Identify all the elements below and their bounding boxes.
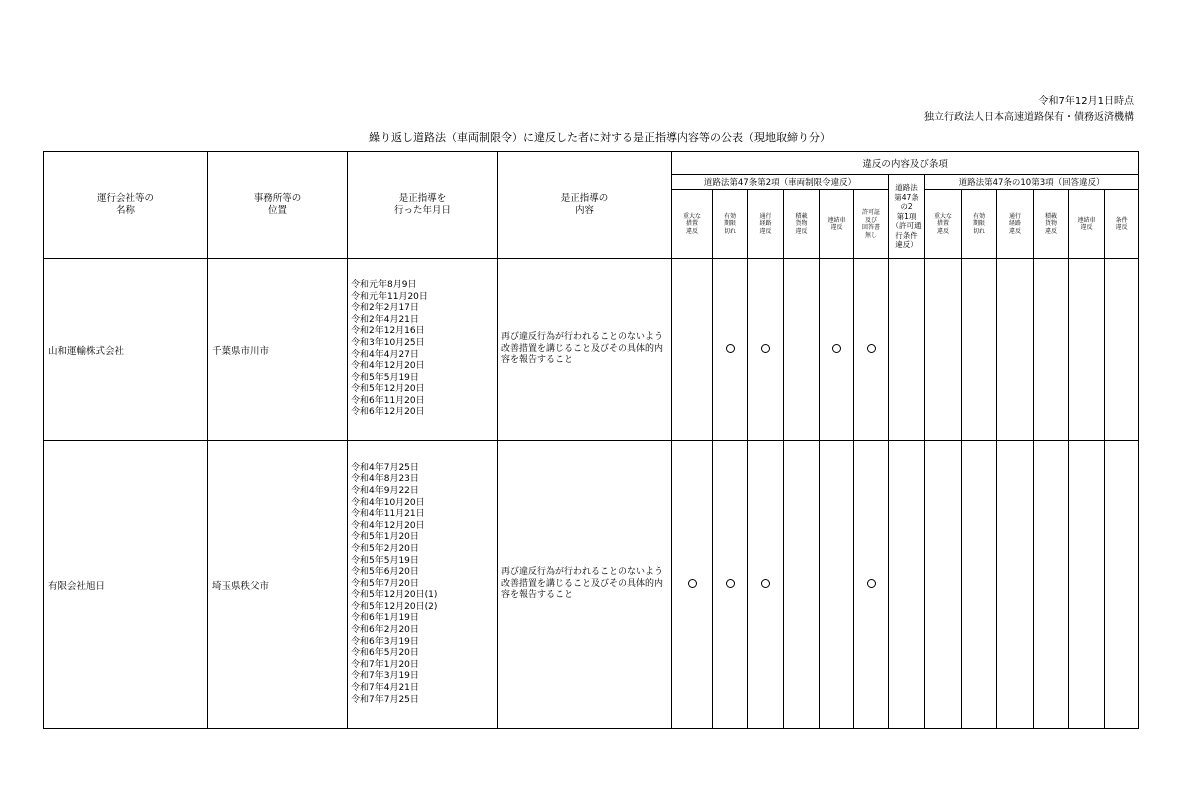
guidance-date: 令和7年4月21日 [351, 683, 419, 694]
guidance-date: 令和4年9月22日 [351, 485, 419, 496]
violation-mark [1034, 259, 1069, 441]
operator-name: 山和運輸株式会社 [44, 259, 208, 441]
guidance-date: 令和4年11月21日 [351, 509, 425, 520]
guidance-date: 令和4年12月20日 [351, 361, 425, 372]
circle-mark-icon [867, 579, 876, 588]
subheader-47-10-3: 通行 経路 違反 [997, 190, 1034, 259]
violation-mark [1105, 441, 1139, 729]
guidance-content: 再び違反行為が行われることのないよう改善措置を講じること及びその具体的内容を報告すること [498, 259, 672, 441]
subheader-47-10-3: 連結車 違反 [1069, 190, 1105, 259]
date-as-of: 令和7年12月1日時点 [1038, 96, 1134, 107]
violation-mark [820, 441, 854, 729]
violation-mark [713, 441, 748, 729]
col-header-operator-name: 運行会社等の 名称 [44, 152, 208, 259]
violation-mark [854, 259, 889, 441]
guidance-date: 令和5年7月20日 [351, 578, 419, 589]
guidance-date: 令和元年11月20日 [351, 291, 428, 302]
violation-mark [854, 441, 889, 729]
guidance-date: 令和6年11月20日 [351, 395, 425, 406]
subheader-47-2: 許可証 及び 回答書 無し [854, 190, 889, 259]
violation-mark [820, 259, 854, 441]
col-header-guidance-content: 是正指導の 内容 [498, 152, 672, 259]
guidance-date: 令和5年1月20日 [351, 532, 419, 543]
guidance-date: 令和2年12月16日 [351, 326, 425, 337]
table-row [44, 259, 1139, 441]
circle-mark-icon [688, 579, 697, 588]
violation-mark [997, 441, 1034, 729]
subheader-47-10-3: 条件 違反 [1105, 190, 1139, 259]
guidance-date: 令和6年5月20日 [351, 648, 419, 659]
guidance-date: 令和6年12月20日 [351, 407, 425, 418]
violation-table [43, 151, 1139, 729]
office-location: 埼玉県秩父市 [208, 441, 348, 729]
operator-name: 有限会社旭日 [44, 441, 208, 729]
subheader-47-2: 連結車 違反 [820, 190, 854, 259]
organization-name: 独立行政法人日本高速道路保有・債務返済機構 [924, 112, 1134, 123]
violation-mark [748, 259, 784, 441]
guidance-date: 令和4年7月25日 [351, 462, 419, 473]
violation-mark [1069, 259, 1105, 441]
circle-mark-icon [761, 579, 770, 588]
guidance-date: 令和2年2月17日 [351, 303, 419, 314]
violation-mark [925, 441, 962, 729]
violation-mark [672, 259, 713, 441]
guidance-date: 令和6年1月19日 [351, 613, 419, 624]
violation-mark [784, 259, 820, 441]
col-header-office-location: 事務所等の 位置 [208, 152, 348, 259]
circle-mark-icon [761, 344, 770, 353]
guidance-date: 令和2年4月21日 [351, 314, 419, 325]
guidance-content: 再び違反行為が行われることのないよう改善措置を講じること及びその具体的内容を報告すること [498, 441, 672, 729]
subheader-47-2: 有効 期限 切れ [713, 190, 748, 259]
subheader-47-2: 通行 経路 違反 [748, 190, 784, 259]
guidance-date: 令和7年7月25日 [351, 694, 419, 705]
violation-mark [1034, 441, 1069, 729]
guidance-date: 令和5年5月19日 [351, 555, 419, 566]
violation-mark [889, 259, 925, 441]
violation-mark [889, 441, 925, 729]
violation-mark [1105, 259, 1139, 441]
guidance-dates [348, 441, 498, 729]
circle-mark-icon [832, 344, 841, 353]
violation-mark [1069, 441, 1105, 729]
guidance-date: 令和5年6月20日 [351, 567, 419, 578]
violation-mark [713, 259, 748, 441]
guidance-date: 令和3年10月25日 [351, 337, 425, 348]
circle-mark-icon [726, 344, 735, 353]
subheader-47-10-3: 積載 貨物 違反 [1034, 190, 1069, 259]
guidance-date: 令和6年2月20日 [351, 625, 419, 636]
guidance-date: 令和5年5月19日 [351, 372, 419, 383]
guidance-date: 令和4年10月20日 [351, 497, 425, 508]
guidance-date: 令和元年8月9日 [351, 279, 417, 290]
col-header-47-10-3: 道路法第47条の10第3項（回答違反） [925, 175, 1139, 190]
guidance-date: 令和5年12月20日(1) [351, 590, 438, 601]
guidance-date: 令和5年12月20日(2) [351, 601, 438, 612]
document-title: 繰り返し道路法（車両制限令）に違反した者に対する是正指導内容等の公表（現地取締り分） [369, 131, 831, 144]
guidance-date: 令和4年4月27日 [351, 349, 419, 360]
violation-mark [997, 259, 1034, 441]
col-header-violation-group: 違反の内容及び条項 [672, 152, 1139, 175]
col-header-47-2-1: 道路法 第47条 の2 第1項 （許可通 行条件 違反） [889, 175, 925, 259]
subheader-47-2: 重大な 措置 違反 [672, 190, 713, 259]
violation-mark [784, 441, 820, 729]
office-location: 千葉県市川市 [208, 259, 348, 441]
subheader-47-10-3: 重大な 措置 違反 [925, 190, 962, 259]
table-row [44, 441, 1139, 729]
violation-mark [748, 441, 784, 729]
guidance-date: 令和5年2月20日 [351, 543, 419, 554]
guidance-date: 令和7年1月20日 [351, 659, 419, 670]
circle-mark-icon [867, 344, 876, 353]
violation-mark [962, 441, 997, 729]
circle-mark-icon [726, 579, 735, 588]
col-header-guidance-date: 是正指導を 行った年月日 [348, 152, 498, 259]
violation-mark [672, 441, 713, 729]
col-header-47-2: 道路法第47条第2項（車両制限令違反） [672, 175, 889, 190]
subheader-47-2: 積載 貨物 違反 [784, 190, 820, 259]
guidance-dates [348, 259, 498, 441]
violation-mark [925, 259, 962, 441]
guidance-date: 令和5年12月20日 [351, 384, 425, 395]
guidance-date: 令和6年3月19日 [351, 636, 419, 647]
guidance-date: 令和4年12月20日 [351, 520, 425, 531]
violation-mark [962, 259, 997, 441]
subheader-47-10-3: 有効 期限 切れ [962, 190, 997, 259]
guidance-date: 令和4年8月23日 [351, 474, 419, 485]
guidance-date: 令和7年3月19日 [351, 671, 419, 682]
